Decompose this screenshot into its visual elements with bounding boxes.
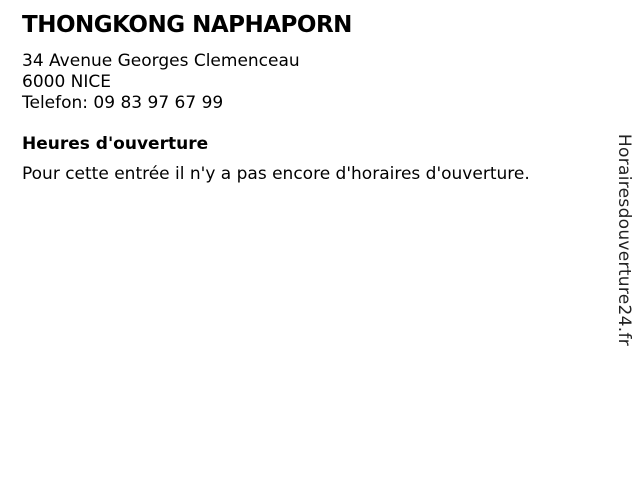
address-block xyxy=(22,51,580,114)
address-street: 34 Avenue Georges Clemenceau xyxy=(22,50,300,71)
business-name-title: THONGKONG NAPHAPORN xyxy=(22,12,352,38)
address-city: 6000 NICE xyxy=(22,71,112,92)
opening-hours-heading: Heures d'ouverture xyxy=(22,133,209,154)
opening-hours-empty-message: Pour cette entrée il n'y a pas encore d'horaires d'ouverture. xyxy=(22,163,530,184)
phone-line: Telefon: 09 83 97 67 99 xyxy=(22,92,224,113)
site-watermark-vertical: Horairesdouverture24.fr xyxy=(614,133,634,347)
listing-content xyxy=(22,8,580,185)
